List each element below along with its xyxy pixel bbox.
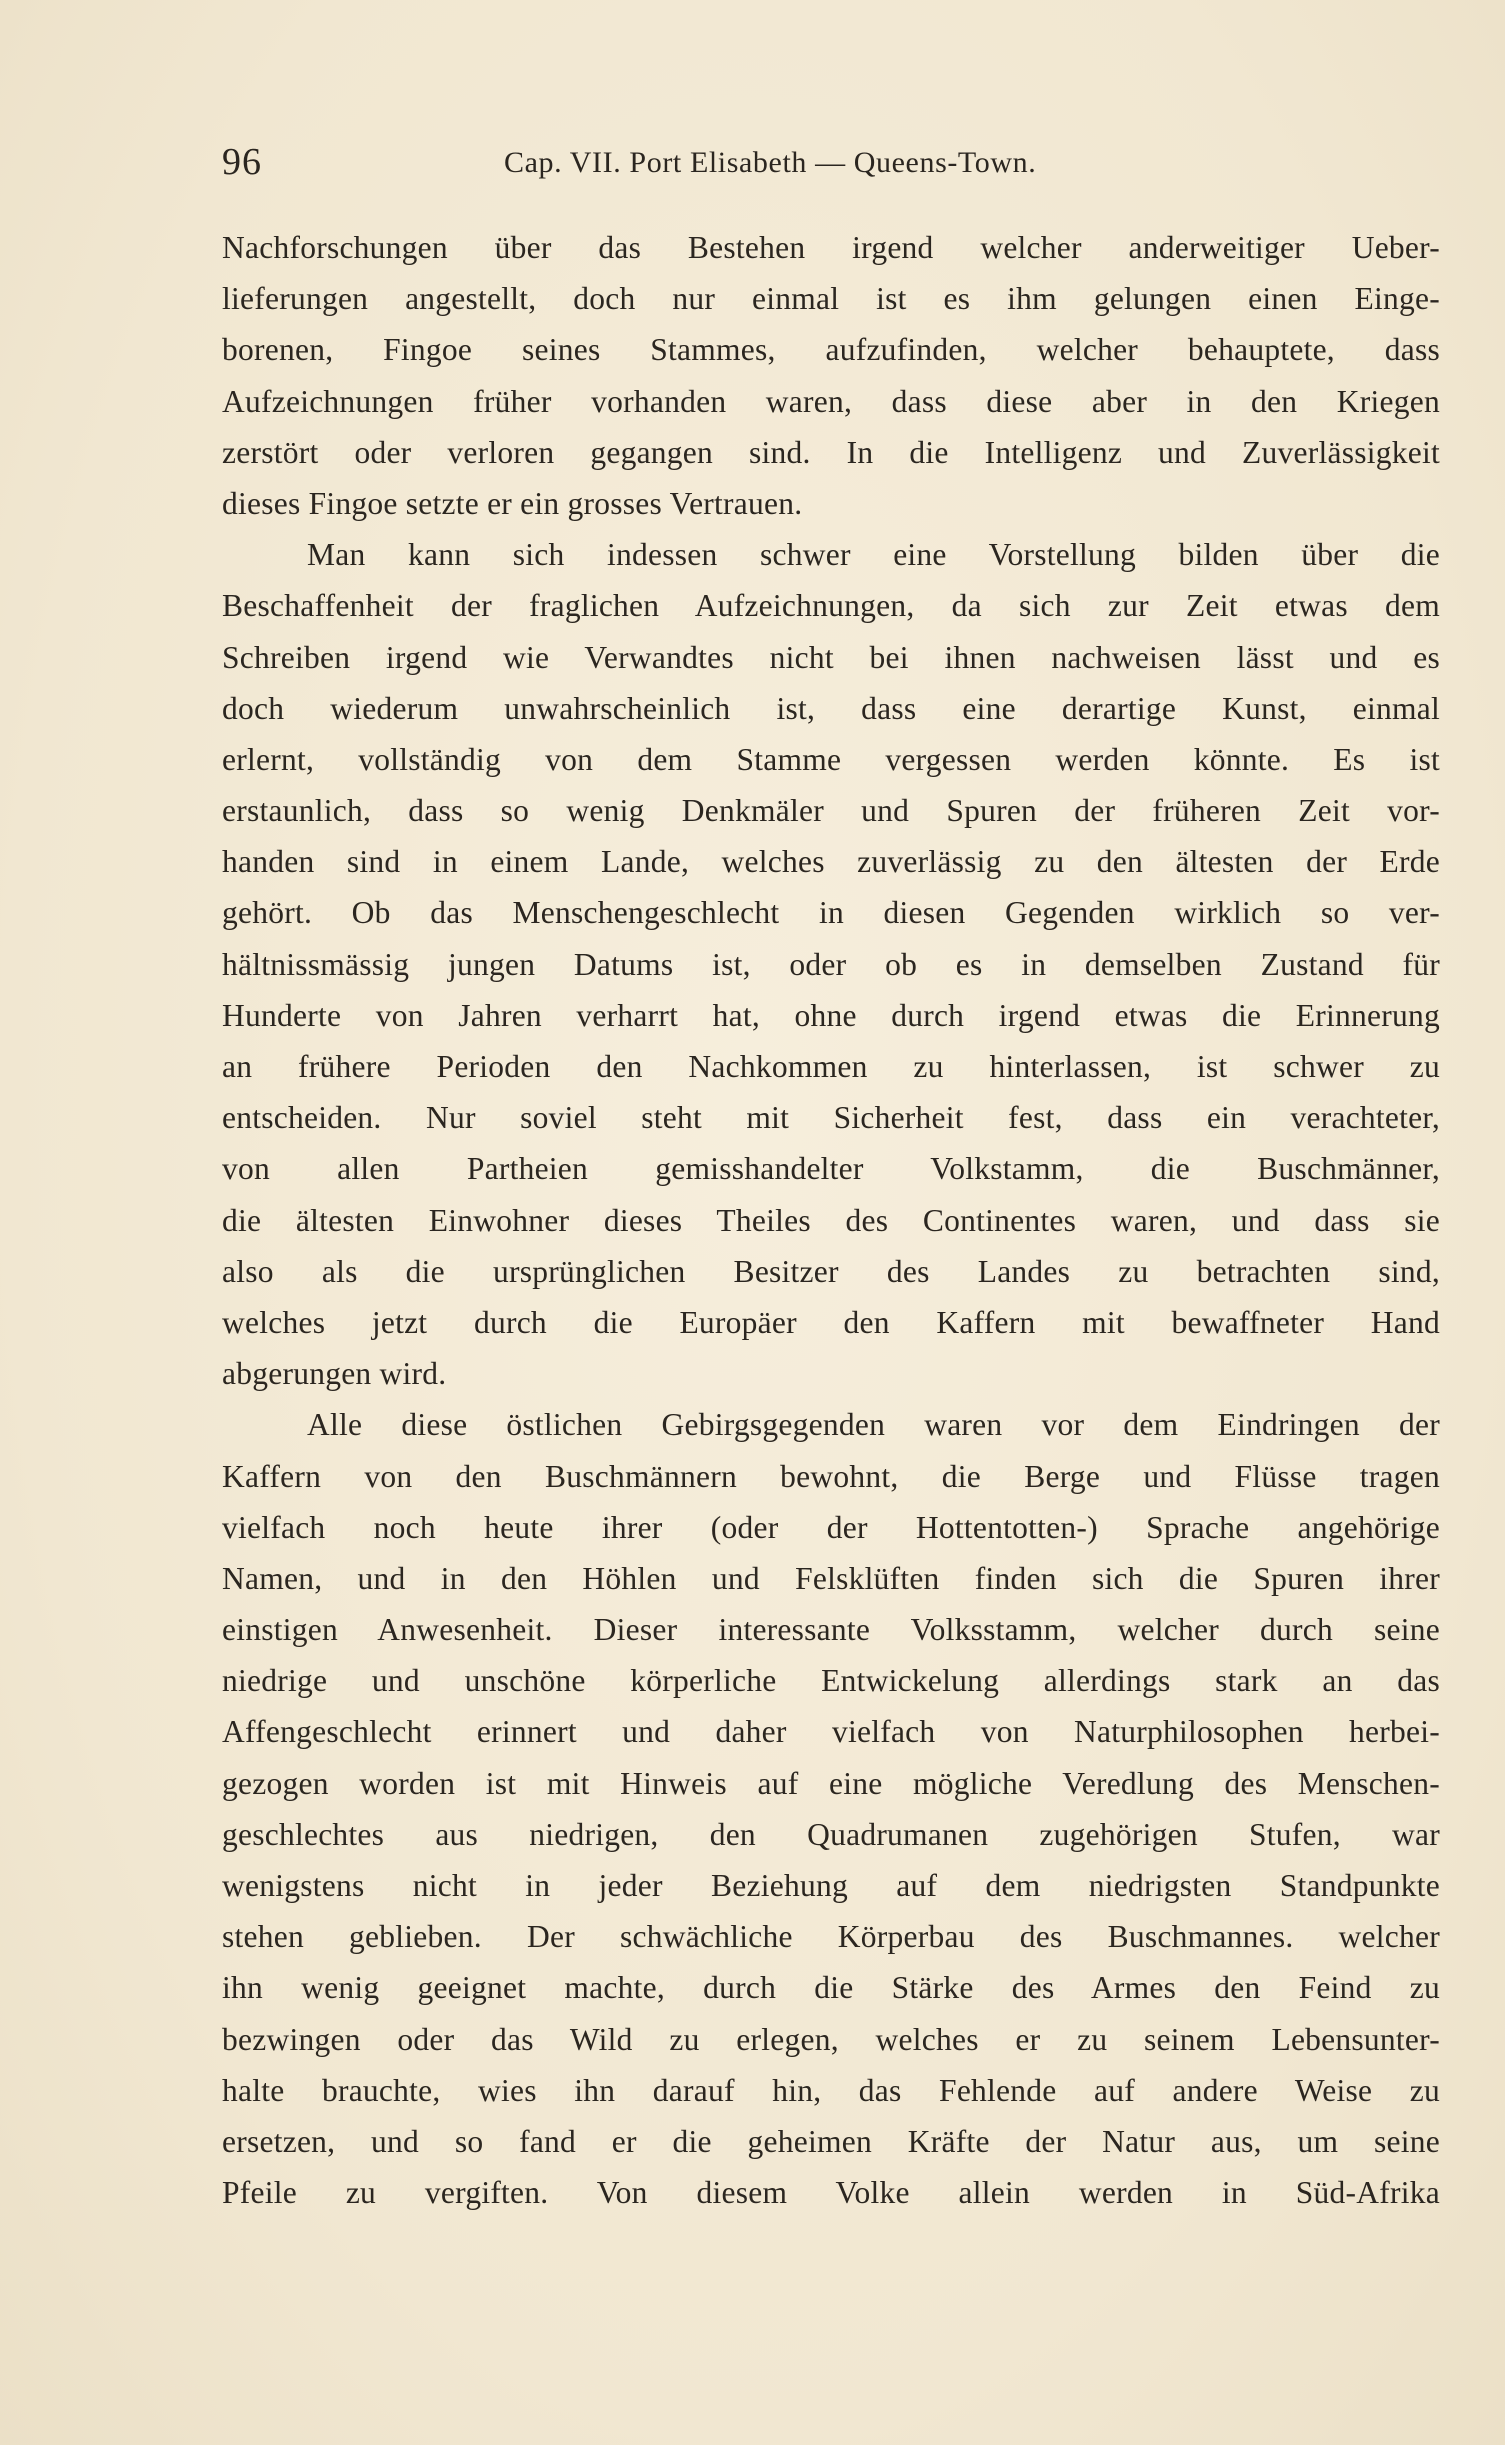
text-line: erlernt, vollständig von dem Stamme vergessen werden könnte. Es ist: [222, 741, 1440, 777]
text-line: Pfeile zu vergiften. Von diesem Volke allein werden in Süd-Afrika: [222, 2175, 1440, 2211]
text-line: einstigen Anwesenheit. Dieser interessante Volksstamm, welcher durch seine: [222, 1612, 1440, 1648]
text-line: bezwingen oder das Wild zu erlegen, welches er zu seinem Lebensunter-: [222, 2021, 1440, 2057]
text-line: geschlechtes aus niedrigen, den Quadrumanen zugehörigen Stufen, war: [222, 1816, 1440, 1852]
text-line: abgerungen wird.: [222, 1356, 447, 1392]
text-line: Alle diese östlichen Gebirgsgegenden waren vor dem Eindringen der: [307, 1407, 1440, 1443]
text-line: handen sind in einem Lande, welches zuverlässig zu den ältesten der Erde: [222, 844, 1440, 880]
text-line: zerstört oder verloren gegangen sind. In die Intelligenz und Zuverlässigkeit: [222, 434, 1440, 470]
text-line: halte brauchte, wies ihn darauf hin, das Fehlende auf andere Weise zu: [222, 2072, 1440, 2108]
text-line: entscheiden. Nur soviel steht mit Sicherheit fest, dass ein verachteter,: [222, 1100, 1440, 1136]
text-line: von allen Partheien gemisshandelter Volkstamm, die Buschmänner,: [222, 1151, 1440, 1187]
text-line: Namen, und in den Höhlen und Felsklüften finden sich die Spuren ihrer: [222, 1560, 1440, 1596]
text-line: niedrige und unschöne körperliche Entwickelung allerdings stark an das: [222, 1663, 1440, 1699]
text-line: welches jetzt durch die Europäer den Kaffern mit bewaffneter Hand: [222, 1304, 1440, 1340]
text-line: Hunderte von Jahren verharrt hat, ohne durch irgend etwas die Erinnerung: [222, 997, 1440, 1033]
text-line: dieses Fingoe setzte er ein grosses Vertrauen.: [222, 485, 803, 521]
text-line: also als die ursprünglichen Besitzer des Landes zu betrachten sind,: [222, 1253, 1440, 1289]
page-header: [222, 140, 1440, 190]
text-line: Man kann sich indessen schwer eine Vorstellung bilden über die: [307, 537, 1440, 573]
text-line: wenigstens nicht in jeder Beziehung auf dem niedrigsten Standpunkte: [222, 1868, 1440, 1903]
text-line: Nachforschungen über das Bestehen irgend welcher anderweitiger Ueber-: [222, 230, 1440, 265]
text-line: ihn wenig geeignet machte, durch die Stärke des Armes den Feind zu: [222, 1970, 1440, 2006]
text-line: stehen geblieben. Der schwächliche Körperbau des Buschmannes. welcher: [222, 1919, 1440, 1955]
text-line: erstaunlich, dass so wenig Denkmäler und Spuren der früheren Zeit vor-: [222, 793, 1440, 829]
text-line: Affengeschlecht erinnert und daher vielfach von Naturphilosophen herbei-: [222, 1714, 1440, 1750]
text-line: vielfach noch heute ihrer (oder der Hottentotten-) Sprache angehörige: [222, 1509, 1440, 1545]
body-text: [222, 222, 1440, 2218]
text-line: Schreiben irgend wie Verwandtes nicht bei ihnen nachweisen lässt und es: [222, 639, 1440, 675]
text-line: hältnissmässig jungen Datums ist, oder ob es in demselben Zustand für: [222, 946, 1440, 982]
text-line: gehört. Ob das Menschengeschlecht in diesen Gegenden wirklich so ver-: [222, 895, 1440, 931]
text-line: Aufzeichnungen früher vorhanden waren, dass diese aber in den Kriegen: [222, 383, 1440, 419]
text-line: lieferungen angestellt, doch nur einmal ist es ihm gelungen einen Einge-: [222, 281, 1440, 317]
text-line: doch wiederum unwahrscheinlich ist, dass eine derartige Kunst, einmal: [222, 690, 1440, 726]
running-head: Cap. VII. Port Elisabeth — Queens-Town.: [504, 146, 1037, 179]
text-line: Beschaffenheit der fraglichen Aufzeichnungen, da sich zur Zeit etwas dem: [222, 588, 1440, 624]
text-line: ersetzen, und so fand er die geheimen Kräfte der Natur aus, um seine: [222, 2123, 1440, 2159]
page-number: 96: [222, 141, 262, 183]
text-line: die ältesten Einwohner dieses Theiles des Continentes waren, und dass sie: [222, 1202, 1440, 1238]
text-line: gezogen worden ist mit Hinweis auf eine mögliche Veredlung des Menschen-: [222, 1765, 1440, 1801]
text-line: Kaffern von den Buschmännern bewohnt, die Berge und Flüsse tragen: [222, 1458, 1440, 1494]
text-line: an frühere Perioden den Nachkommen zu hinterlassen, ist schwer zu: [222, 1049, 1440, 1084]
text-line: borenen, Fingoe seines Stammes, aufzufinden, welcher behauptete, dass: [222, 332, 1440, 368]
